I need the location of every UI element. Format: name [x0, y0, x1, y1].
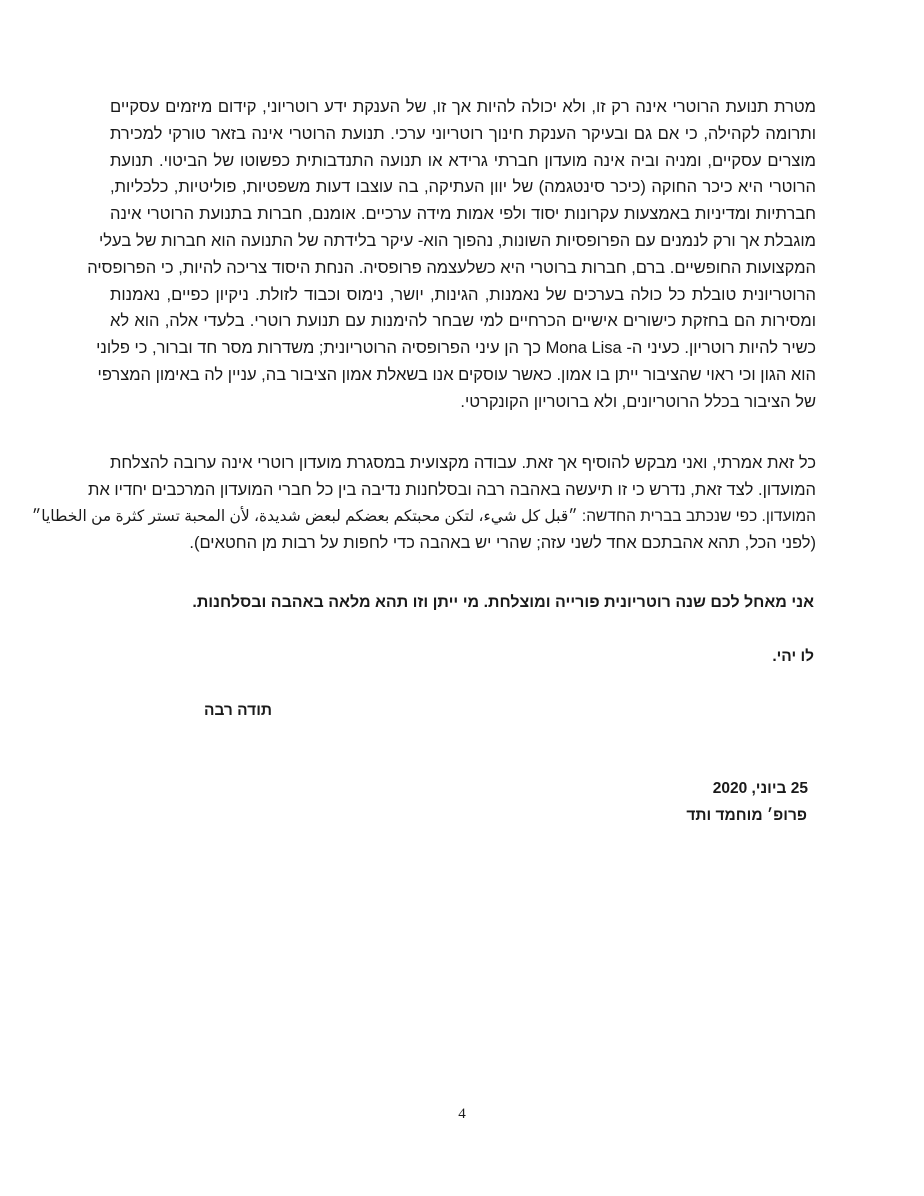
text-line: מטרת תנועת הרוטרי אינה רק זו, ולא יכולה להיות אך זו, של הענקת ידע רוטריוני, קידום מיזמים עסקיים [110, 98, 816, 116]
text-line: (לפני הכל, תהא אהבתכם אחד לשני עזה; שהרי יש באהבה כדי לחפות על רבות מן החטאים). [189, 534, 816, 553]
text-line: כל זאת אמרתי, ואני מבקש להוסיף אך זאת. עבודה מקצועית במסגרת מועדון רוטרי אינה ערובה להצלחת [110, 454, 816, 472]
thanks-line: תודה רבה [203, 702, 272, 719]
text-line: מוגבלת אך ורק לנמנים עם הפרופסיות השונות, נהפוך הוא- עיקר בלידתה של התנועה הוא חברות של בעלי [99, 231, 816, 250]
text-line: המקצועות החופשיים. ברם, חברות ברוטרי היא כשלעצמה פרופסיה. הנחת היסוד צריכה להיות, כי הפרופסיה [87, 258, 816, 277]
text-line: מוצרים עסקיים, ומניה וביה אינה מועדון חברתי גרידא או תנועה התנדבותית כפשוטו של הביטוי. תנועת [110, 151, 816, 170]
text-line: הוא הגון וכי ראוי שהציבור ייתן בו אמון. כאשר עוסקים אנו בשאלת אמון הציבור בה, עניין לה באימון המצרפי [97, 365, 816, 384]
date-line: 25 ביוני, 2020 [712, 780, 808, 797]
text-line: ותרומה לקהילה, כי אם גם ובעיקר הענקת חינוך רוטריוני ערכי. תנועת הרוטרי אינה בזאר טורקי למכירת [110, 124, 816, 143]
text-line: הרוטרי היא כיכר החוקה (כיכר סינטגמה) של יוון העתיקה, בה עוצבו דעות משפטיות, פוליטיות, כלכליות, [110, 178, 816, 197]
text-line: הרוטריונית טובלת כל כולה בערכים של נאמנות, הגינות, יושר, נימוס וכבוד לזולת. ניקיון כפיים, נאמנות [110, 285, 816, 304]
paragraph-love-forgiveness [31, 450, 816, 557]
page-number: 4 [458, 1106, 466, 1122]
text-line: המועדון. כפי שנכתב בברית החדשה: ״قبل كل شيء، لتكن محبتكم بعضكم لبعض شديدة، لأن المحبة تستر كثرة من الخطايا״ [31, 507, 816, 525]
text-line: של הציבור בכלל הרוטריונים, ולא ברוטריון הקונקרטי. [460, 392, 816, 411]
text-line: ומסירות הם בחזקת כישורים אישיים הכרחיים למי שבחר להימנות עם תנועת רוטרי. בלעדי אלה, הוא לא [110, 312, 816, 331]
text-line: כשיר להיות רוטריון. כעיני ה- Mona Lisa כך הן עיני הפרופסיה הרוטריונית; משדרות מסר חד וברור, כי פלוני [96, 339, 816, 358]
text-line: המועדון. לצד זאת, נדרש כי זו תיעשה באהבה רבה ובסלחנות נדיבה בין כל חברי המועדון המרכבים יחדיו את [88, 480, 816, 499]
signature-name: פרופ׳ מוחמד ותד [686, 807, 807, 824]
text-line: חברתיות ומדיניות באמצעות עקרונות יסוד ולפי אמות מידה ערכיים. אומנם, חברות בתנועת הרוטרי אינה [110, 205, 816, 224]
wish-line: אני מאחל לכם שנה רוטריונית פורייה ומוצלחת. מי ייתן וזו תהא מלאה באהבה ובסלחנות. [192, 594, 814, 611]
amen-line: לו יהי. [772, 648, 814, 665]
paragraph-rotary-purpose [87, 94, 816, 416]
